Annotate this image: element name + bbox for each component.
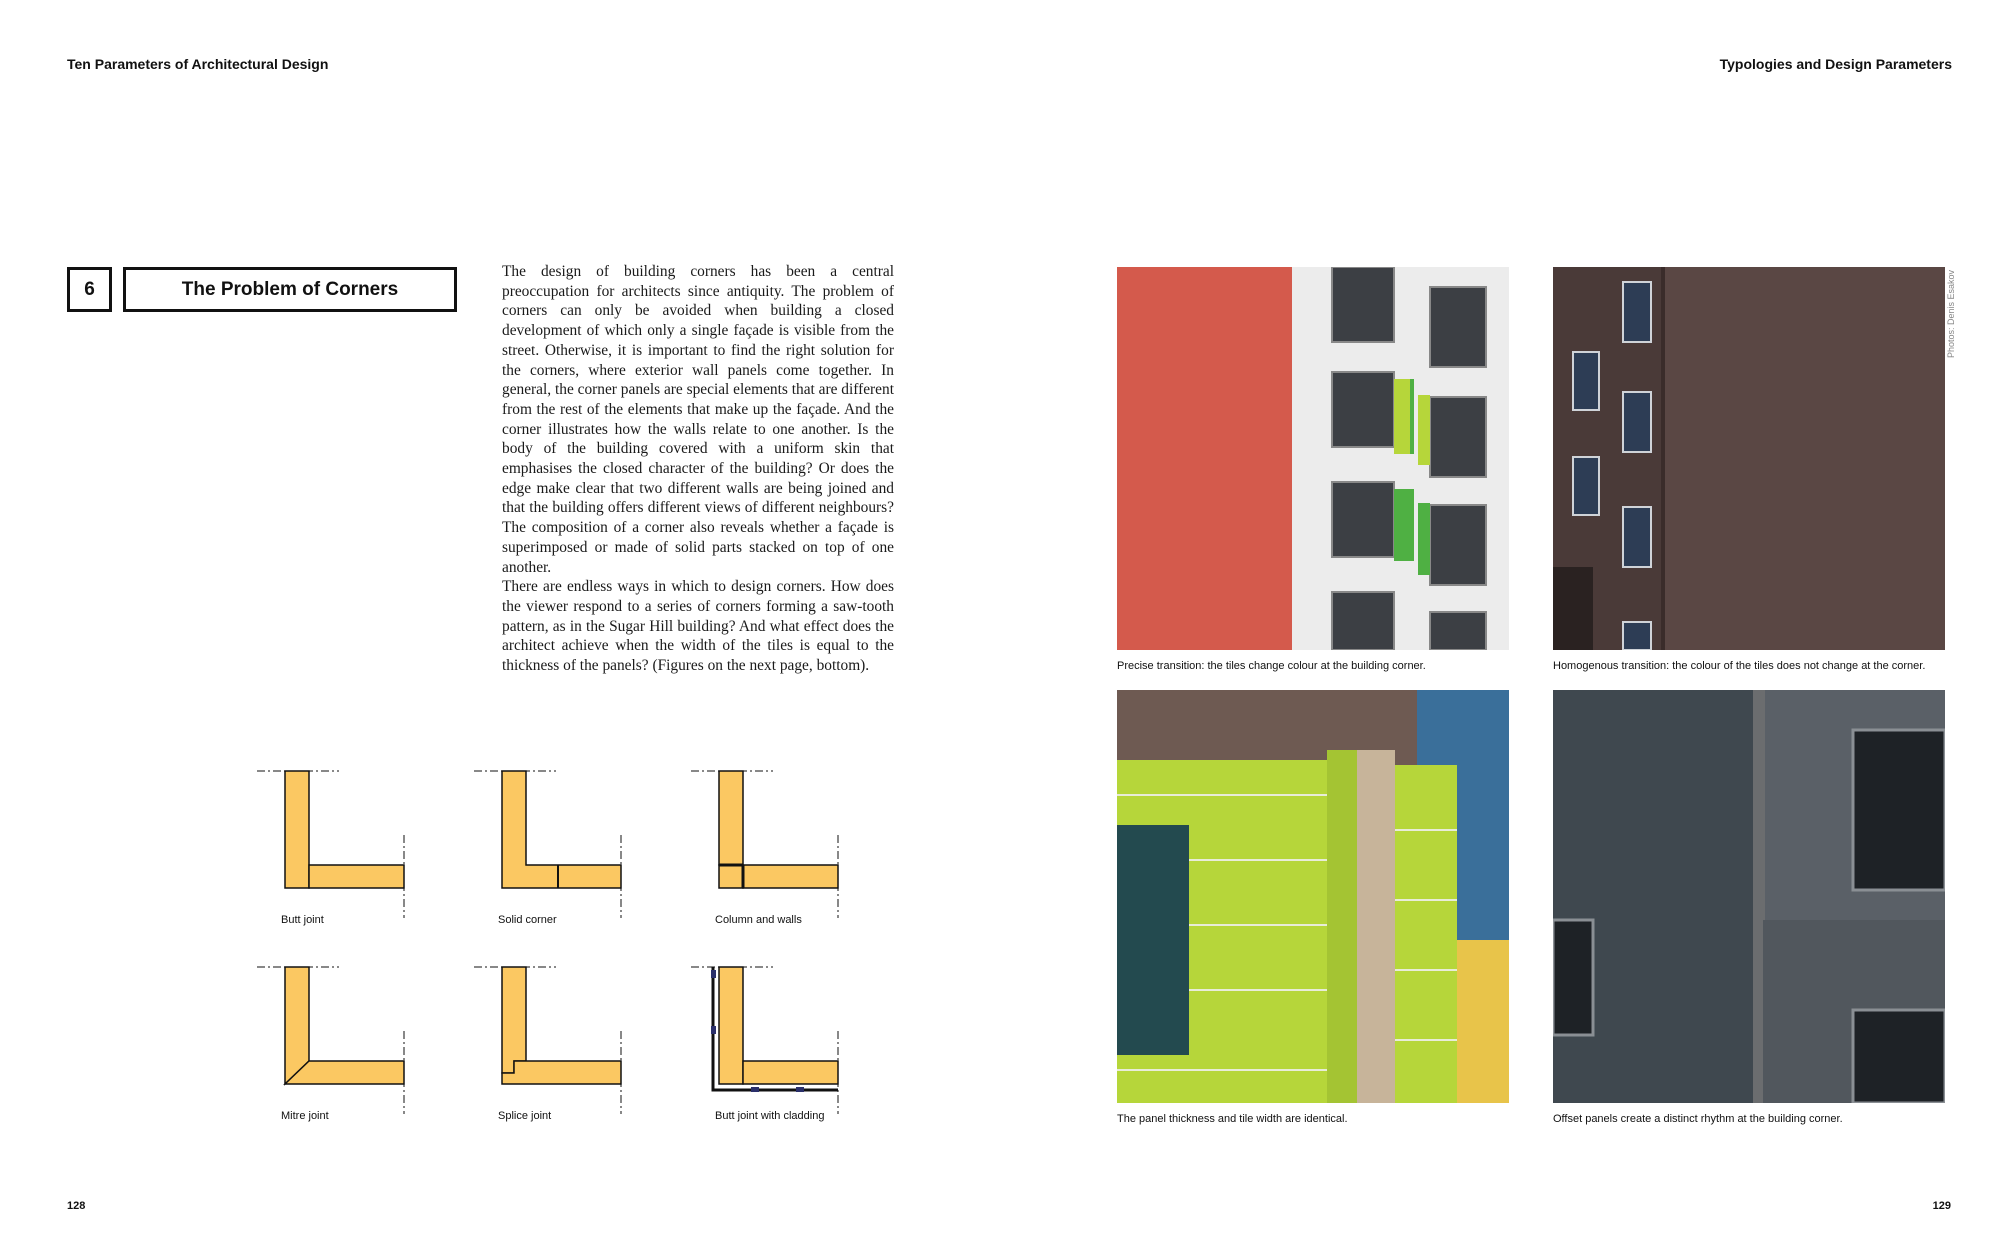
diagram-label: Column and walls (715, 914, 802, 926)
mitre-joint-icon (257, 966, 417, 1126)
running-head-left: Ten Parameters of Architectural Design (67, 56, 329, 72)
running-head-right: Typologies and Design Parameters (1719, 56, 1952, 72)
page-number-left: 128 (67, 1200, 86, 1212)
diagram-butt-joint-with-cladding (691, 966, 851, 1126)
diagram-label: Mitre joint (281, 1110, 329, 1122)
butt-joint-icon (257, 770, 417, 930)
body-paragraph-1: The design of building corners has been a central preoccupation for architects since antiquity. The problem of corners can only be avoided when building a closed development of which only a single façade is visible from the street. Otherwise, it is important to find the right solution for the corners, where exterior wall panels come together. In general, the corner panels are special elements that are different from the rest of the elements that make up the façade. And the corner illustrates how the walls relate to one another. Is the body of the building covered with a uniform skin that emphasises the closed character of the building? Or does the edge make clear that two different walls are being joined and that the building offers different views of different neighbours? The composition of a corner also reveals whether a façade is superimposed or made of solid parts stacked on top of one another. (502, 263, 894, 576)
photo-precise-transition (1117, 267, 1509, 650)
photo-caption: Offset panels create a distinct rhythm at the building corner. (1553, 1113, 1843, 1125)
page-number-right: 129 (1932, 1200, 1951, 1212)
solid-corner-icon (474, 770, 634, 930)
section-number: 6 (67, 267, 112, 312)
diagram-column-and-walls (691, 770, 851, 930)
column-and-walls-icon (691, 770, 851, 930)
butt-joint-with-cladding-icon (691, 966, 851, 1126)
diagram-splice-joint (474, 966, 634, 1126)
body-paragraph-2: There are endless ways in which to design corners. How does the viewer respond to a series of corners forming a saw-tooth pattern, as in the Sugar Hill building? And what effect does the architect achieve when the width of the tiles is equal to the thickness of the panels? (Figures on the next page, bottom). (502, 578, 894, 675)
photo-credit-text: Photos: Denis Esakov (1946, 269, 1956, 358)
splice-joint-icon (474, 966, 634, 1126)
photo-offset-panels (1553, 690, 1945, 1103)
section-title: The Problem of Corners (123, 267, 457, 312)
diagram-label: Butt joint with cladding (715, 1110, 825, 1122)
diagram-solid-corner (474, 770, 634, 930)
diagram-label: Butt joint (281, 914, 324, 926)
body-text (502, 262, 894, 676)
photo-caption: The panel thickness and tile width are identical. (1117, 1113, 1348, 1125)
photo-panel-thickness (1117, 690, 1509, 1103)
diagram-label: Splice joint (498, 1110, 552, 1122)
photo-credit (1946, 268, 1956, 368)
diagram-label: Solid corner (498, 914, 557, 926)
photo-homogenous-transition (1553, 267, 1945, 650)
photo-caption: Homogenous transition: the colour of the tiles does not change at the corner. (1553, 660, 1926, 672)
diagram-mitre-joint (257, 966, 417, 1126)
diagram-butt-joint (257, 770, 417, 930)
photo-caption: Precise transition: the tiles change colour at the building corner. (1117, 660, 1426, 672)
